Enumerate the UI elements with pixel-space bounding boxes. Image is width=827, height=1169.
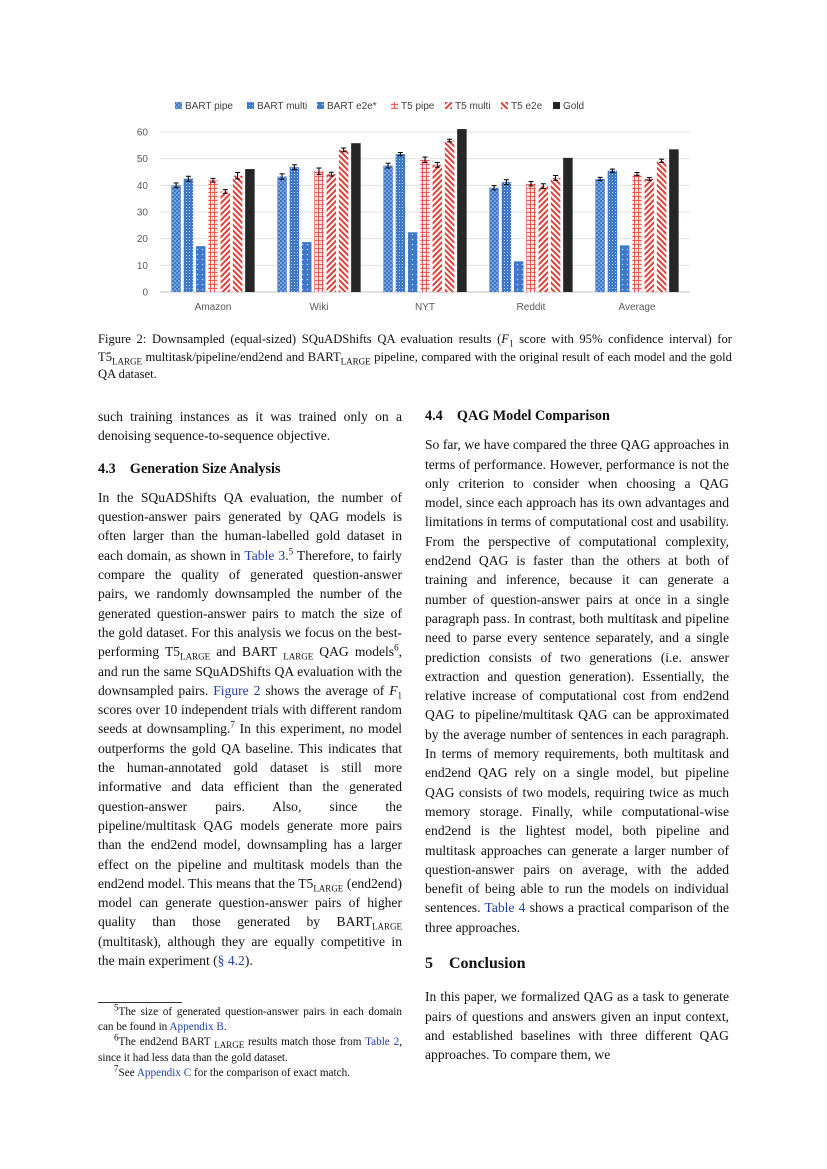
bar: [233, 176, 243, 292]
bar: [457, 129, 467, 292]
legend-swatch: [391, 102, 398, 109]
footnote-divider: [98, 1002, 182, 1003]
footnote-6: $^6$The end2end BART $_{LARGE}$ results match those from Table 2, since it had less data than the gold dataset.: [98, 1032, 402, 1064]
bar: [314, 171, 324, 292]
legend-swatch: [317, 102, 324, 109]
bar: [351, 143, 361, 292]
figure-caption: Figure 2: Downsampled (equal-sized) SQuADShifts QA evaluation results ($F_1$ score with 95% confidence interval) for $T5_{LARGE}$ multitask/pipeline/end2end and $BART_{LARGE}$ pipeline, compared with the original result of each model and the gold QA dataset.: [98, 332, 732, 381]
y-tick-label: 10: [136, 260, 148, 272]
legend-label: BART multi: [257, 101, 308, 112]
y-axis: [137, 128, 149, 299]
bar: [245, 169, 255, 292]
bar: [657, 161, 667, 292]
appendix-b-link[interactable]: Appendix B: [169, 1021, 224, 1034]
section-heading-4-4: 4.4 QAG Model Comparison: [425, 408, 610, 424]
bar: [327, 174, 337, 292]
y-tick-label: 30: [136, 207, 148, 219]
bar: [339, 150, 349, 292]
legend-label: BART pipe: [185, 101, 233, 112]
appendix-c-link[interactable]: Appendix C: [136, 1066, 192, 1079]
y-tick-label: 0: [142, 287, 148, 299]
legend-label: Gold: [563, 101, 585, 112]
legend-label: T5 pipe: [401, 101, 435, 112]
legend-swatch: [553, 102, 560, 109]
section-heading-4-3: 4.3 Generation Size Analysis: [98, 460, 281, 477]
bar: [645, 179, 655, 292]
figure-2-link[interactable]: Figure 2: [213, 682, 261, 698]
footnotes: [98, 1002, 402, 1081]
bar: [539, 186, 549, 292]
bar: [669, 149, 679, 292]
x-tick-label: Reddit: [516, 302, 546, 313]
right-column: [425, 407, 729, 1065]
section-heading-5: 5 Conclusion: [425, 955, 526, 973]
bar: [196, 246, 206, 292]
chart-legend: [175, 101, 584, 112]
legend-label: T5 multi: [455, 101, 491, 112]
bar: [620, 245, 630, 292]
legend-swatch: [501, 102, 508, 109]
bar: [608, 171, 618, 292]
bar: [433, 165, 443, 292]
legend-label: T5 e2e: [511, 101, 543, 112]
x-axis: [195, 302, 656, 313]
table-2-link[interactable]: Table 2: [365, 1036, 400, 1049]
bar: [277, 177, 287, 292]
bar: [396, 154, 406, 292]
bar: [408, 232, 418, 292]
bar-series: [171, 129, 678, 292]
bar: [420, 160, 430, 292]
y-tick-label: 20: [136, 234, 148, 246]
bar: [302, 242, 312, 292]
bar-chart: [110, 92, 710, 322]
y-tick-label: 60: [136, 127, 148, 139]
bar: [184, 179, 194, 292]
bar: [502, 182, 512, 292]
bar: [489, 188, 499, 292]
bar: [171, 185, 181, 292]
section-4-2-link[interactable]: § 4.2: [217, 953, 245, 969]
table-4-link[interactable]: Table 4: [484, 900, 526, 916]
bar: [526, 184, 536, 292]
left-column: [98, 407, 402, 970]
x-tick-label: NYT: [415, 302, 435, 313]
footnote-5: $^5$The size of generated question-answer pairs in each domain can be found in Appendix B.: [98, 1002, 402, 1034]
y-tick-label: 40: [136, 180, 148, 192]
paragraph: such training instances as it was trained only on a denoising sequence-to-sequence objective.: [98, 409, 402, 444]
y-tick-label: 50: [136, 154, 148, 166]
bar: [445, 141, 455, 292]
bar: [551, 178, 561, 292]
table-3-link[interactable]: Table 3: [244, 547, 286, 563]
bar: [208, 180, 218, 292]
paragraph: In the SQuADShifts QA evaluation, the number of question-answer pairs generated by QAG models is often larger than the human-labelled gold dataset in each domain, as shown in Table 3.$^5$ Therefore, to fairly compare the quality of generated question-answer pairs, we randomly downsampled the number of the generated question-answer pairs to match the size of the gold dataset. For this analysis we focus on the best-performing $T5_{LARGE}$ and BART $_{LARGE}$ QAG models$^6$, and run the same SQuADShifts QA evaluation with the downsampled pairs. Figure 2 shows the average of $F_1$ scores over 10 independent trials with different random seeds at downsampling.$^7$ In this experiment, no model outperforms the gold QA baseline. This indicates that the human-annotated gold dataset is still more informative and data efficient than the generated question-answer pairs. Also, since the pipeline/multitask QAG models generate more pairs than the end2end model, downsampling has a larger effect on the pipeline and multitask models than the end2end model. This means that the $T5_{LARGE}$ (end2end) model can generate question-answer pairs of higher quality than those generated by $BART_{LARGE}$ (multitask), although they are equally competitive in the main experiment (§ 4.2).: [98, 489, 403, 969]
footnote-7: $^7$See Appendix C for the comparison of exact match.: [114, 1063, 350, 1079]
paragraph: So far, we have compared the three QAG approaches in terms of performance. However, performance is not the only criterion to consider when choosing a QAG model, since each approach has its own advantages and limitations in terms of computational cost and usability. From the perspective of computational complexity, end2end QAG is faster than the others at both of training and inference, because it can generate a number of question-answer pairs at once in a single paragraph pass. In contrast, both multitask and pipeline need to parse every sentence separately, and a single prediction consists of two generations (i.e. answer extraction and question generation). Essentially, the relative increase of computational cost from end2end QAG to pipeline/multitask QAG can be approximated by the average number of sentences in each paragraph. In terms of memory requirements, both multitask and end2end QAG rely on a single model, but pipeline QAG consists of two models, requiring twice as much memory storage. Finally, while computational-wise end2end is the lightest model, both pipeline and multitask approaches can generate a larger number of question-answer pairs on average, with the added benefit of being able to run the models on individual sentences. Table 4 shows a practical comparison of the three approaches.: [425, 437, 729, 935]
x-tick-label: Amazon: [194, 302, 232, 313]
bar: [595, 179, 605, 292]
bar: [514, 261, 524, 292]
bar: [632, 174, 642, 292]
legend-swatch: [175, 102, 182, 109]
legend-swatch: [445, 102, 452, 109]
bar: [221, 191, 231, 292]
x-tick-label: Average: [618, 302, 656, 313]
paragraph: In this paper, we formalized QAG as a task to generate pairs of questions and answers given an input context, and established baselines with three different QAG approaches. To compare them, we: [425, 989, 729, 1063]
bar: [290, 167, 300, 292]
x-tick-label: Wiki: [309, 302, 329, 313]
bar: [563, 158, 573, 292]
bar: [383, 166, 393, 292]
legend-label: BART e2e*: [327, 101, 377, 112]
legend-swatch: [247, 102, 254, 109]
